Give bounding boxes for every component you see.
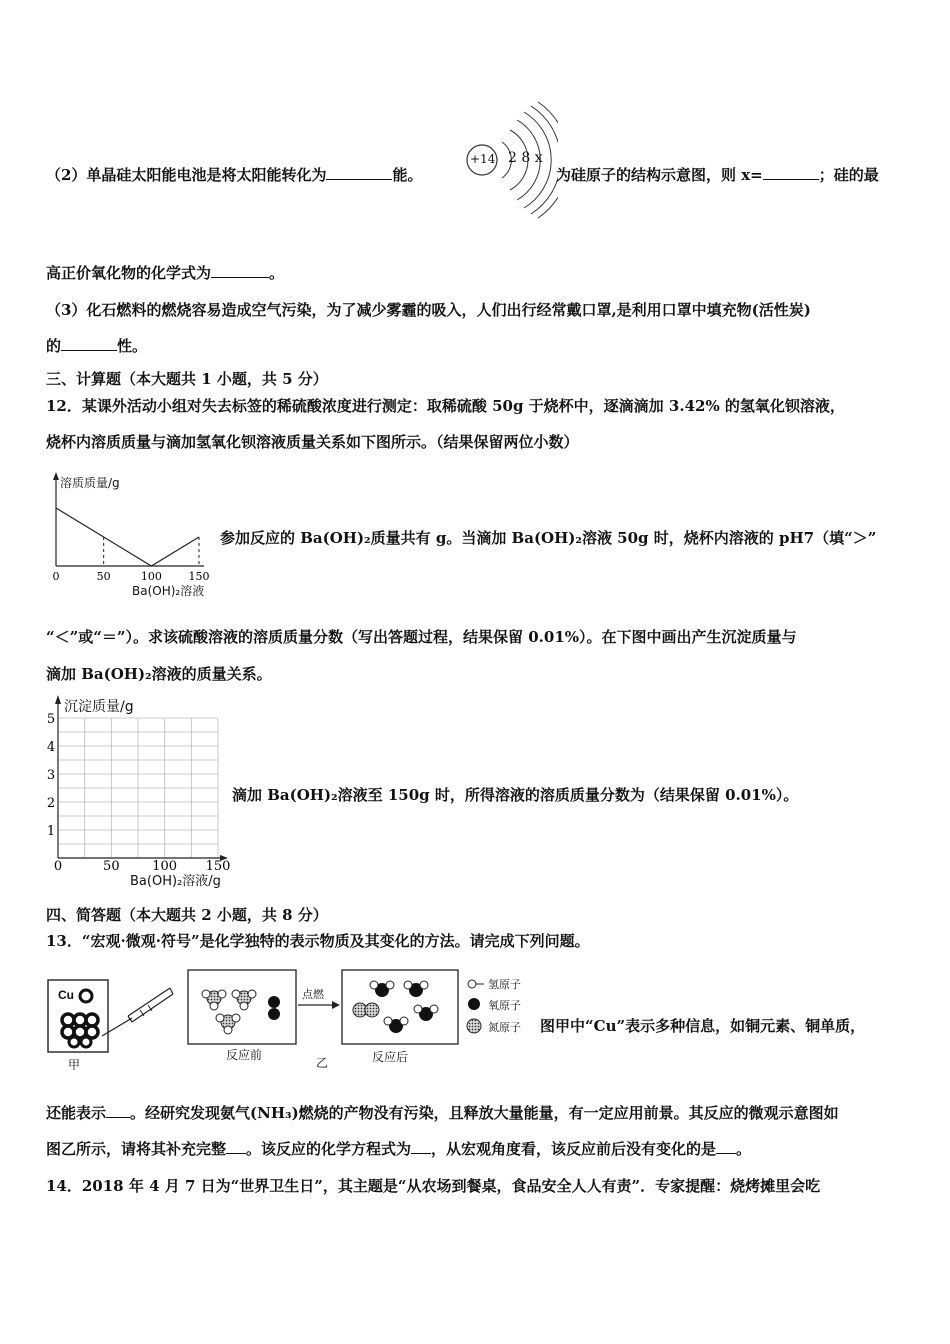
y-tick-label: 1	[46, 824, 56, 839]
q12-line2	[46, 432, 579, 452]
q11-part2-line2	[46, 263, 284, 283]
q12-line4	[46, 627, 797, 647]
cu-lattice	[62, 1014, 98, 1047]
h2o-molecule	[370, 981, 394, 997]
q12-text: 滴加 Ba(OH)₂溶液至 150g 时，所得溶液的溶质质量分数为（结果保留 0.01%）。	[232, 786, 799, 804]
answer-blank[interactable]	[716, 1139, 736, 1154]
q11-text: 性。	[117, 337, 148, 355]
answer-blank[interactable]	[226, 1139, 246, 1154]
y-axis-label: 沉淀质量/g	[64, 699, 134, 715]
q11-part3-line2	[46, 336, 147, 356]
x-axis-label: Ba(OH)₂溶液/g	[130, 874, 221, 889]
x-tick-label: 100	[140, 570, 162, 583]
x-axis-label: Ba(OH)₂溶液	[132, 584, 205, 598]
x-tick-label: 150	[188, 570, 210, 583]
q13-text: 13．“宏观·微观·符号”是化学独特的表示物质及其变化的方法。请完成下列问题。	[46, 932, 590, 950]
nh3-molecule	[216, 1014, 240, 1034]
legend-o-icon	[468, 998, 480, 1010]
silicon-atom-diagram	[462, 100, 558, 230]
answer-blank[interactable]	[106, 1103, 130, 1118]
solute-mass-series	[56, 508, 199, 566]
q13-text: 图乙所示，请将其补充完整	[46, 1140, 227, 1158]
x-tick-label: 50	[96, 570, 111, 583]
solute-mass-chart	[44, 470, 224, 600]
q13-text: ，从宏观角度看，该反应前后没有变化的是	[431, 1140, 717, 1158]
q12-line1	[46, 396, 845, 416]
q13-text: 还能表示	[46, 1104, 107, 1122]
q11-part3-line1	[46, 300, 811, 320]
n2-molecule	[353, 1003, 379, 1017]
y-tick-label: 2	[46, 796, 56, 811]
label-before: 反应前	[226, 1048, 263, 1062]
q14-text: 14．2018 年 4 月 7 日为“世界卫生日”，其主题是“从农场到餐桌，食品安全人人有责”．专家提醒：烧烤摊里会吃	[46, 1177, 821, 1195]
section-4-title	[46, 905, 328, 925]
x-tick-label: 100	[152, 859, 178, 874]
legend-h-icon	[468, 980, 484, 988]
section-title: 三、计算题（本大题共 1 小题，共 5 分）	[46, 370, 328, 388]
q12-text: 12．某课外活动小组对失去标签的稀硫酸浓度进行测定：取稀硫酸 50g 于烧杯中，逐滴滴加 3.42% 的氢氧化钡溶液，	[46, 397, 845, 415]
answer-blank[interactable]	[763, 165, 819, 180]
q11-text: （3）化石燃料的燃烧容易造成空气污染，为了减少雾霾的吸入，人们出行经常戴口罩,是利用口罩中填充物(活性炭)	[46, 301, 811, 319]
legend-n-label: 氮原子	[488, 1021, 521, 1034]
arrow-label: 点燃	[302, 988, 324, 1001]
y-axis-label: 溶质质量/g	[60, 476, 120, 490]
q13-text: 。该反应的化学方程式为	[246, 1140, 412, 1158]
q12-text: “＜”或“＝”）。求该硫酸溶液的溶质质量分数（写出答题过程，结果保留 0.01%）。在下图中画出产生沉淀质量与	[46, 628, 797, 646]
answer-blank[interactable]	[61, 336, 117, 351]
answer-blank[interactable]	[211, 263, 269, 278]
q13-text: 。经研究发现氨气(NH₃)燃烧的产物没有污染，且释放大量能量，有一定应用前景。其反应的微观示意图如	[130, 1104, 839, 1122]
q11-part2-line1	[46, 165, 422, 185]
q13-line4	[46, 1139, 751, 1159]
q12-line3	[220, 528, 876, 548]
label-after: 反应后	[372, 1050, 409, 1064]
y-axis-arrow	[53, 472, 59, 480]
q13-text: 图甲中“Cu”表示多种信息，如铜元素、铜单质，	[540, 1017, 866, 1035]
h2o-molecule	[384, 1017, 408, 1033]
x-tick-label: 0	[52, 570, 60, 583]
h2o-molecule	[404, 981, 428, 997]
nucleus-label: +14	[470, 152, 496, 166]
legend-h-label: 氢原子	[488, 978, 521, 991]
nh3-molecule	[202, 990, 226, 1010]
q12-text: 烧杯内溶质质量与滴加氢氧化钡溶液质量关系如下图所示。（结果保留两位小数）	[46, 433, 579, 451]
cu-label: Cu	[58, 988, 74, 1002]
precipitate-mass-chart[interactable]	[44, 692, 244, 892]
q13-line1	[46, 931, 590, 951]
q13-line3	[46, 1103, 839, 1123]
x-tick-label: 50	[103, 859, 120, 874]
section-3-title	[46, 369, 328, 389]
answer-blank[interactable]	[411, 1139, 431, 1154]
y-tick-label: 3	[46, 768, 56, 783]
legend-o-label: 氧原子	[488, 999, 521, 1012]
x-tick-label: 0	[53, 859, 63, 874]
q11-text: 高正价氧化物的化学式为	[46, 264, 212, 282]
figure-yi	[186, 968, 536, 1072]
q11-text: 的	[46, 337, 62, 355]
h2o-molecule	[414, 1005, 438, 1021]
y-tick-label: 5	[46, 712, 56, 727]
answer-blank[interactable]	[326, 165, 392, 180]
q12-text: 参加反应的 Ba(OH)₂质量共有 g。当滴加 Ba(OH)₂溶液 50g 时，烧杯内溶液的 pH7（填“＞”	[220, 529, 877, 547]
section-title: 四、简答题（本大题共 2 小题，共 8 分）	[46, 906, 328, 924]
nh3-molecule	[232, 990, 256, 1010]
o2-molecule	[268, 996, 280, 1020]
legend-n-icon	[467, 1019, 481, 1033]
q12-text: 滴加 Ba(OH)₂溶液的质量关系。	[46, 665, 272, 683]
q13-text: 。	[736, 1140, 752, 1158]
shell-labels: 2 8 x	[508, 150, 543, 166]
q13-line2	[540, 1016, 865, 1036]
figure-label-jia: 甲	[68, 1058, 81, 1072]
q11-text: （2）单晶硅太阳能电池是将太阳能转化为	[46, 166, 327, 184]
q12-line5	[46, 664, 272, 684]
figure-label-yi: 乙	[316, 1056, 329, 1070]
y-axis-arrow	[55, 695, 61, 704]
q14-line1	[46, 1176, 820, 1196]
y-tick-label: 4	[46, 740, 56, 755]
q11-text: ；硅的最	[818, 166, 879, 184]
cu-atom-icon	[80, 990, 92, 1002]
q11-part2-line1b	[556, 165, 879, 185]
q11-text: 能。	[392, 166, 423, 184]
q12-line6	[232, 785, 798, 805]
q11-text: 。	[269, 264, 285, 282]
x-tick-label: 150	[205, 859, 231, 874]
figure-jia	[46, 978, 176, 1070]
q11-text: 为硅原子的结构示意图，则 x=	[556, 166, 763, 184]
magnifier-pen-icon	[102, 988, 173, 1036]
